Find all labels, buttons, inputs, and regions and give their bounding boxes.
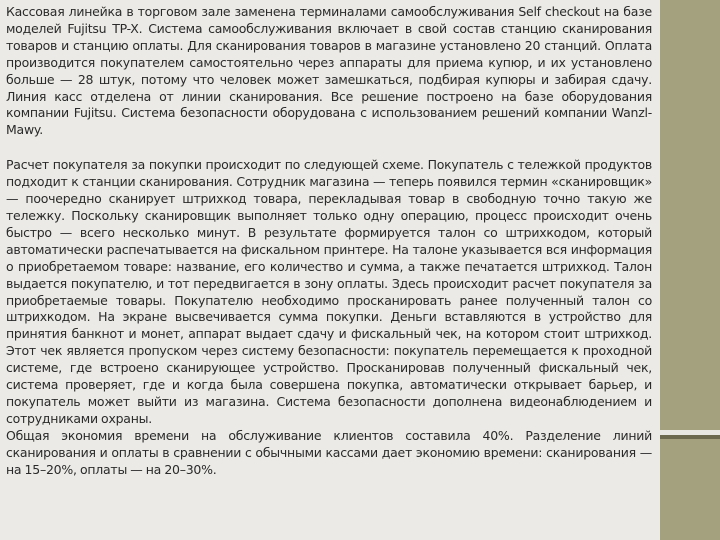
paragraph-payment-process: Расчет покупателя за покупки происходит по следующей схеме. Покупатель с тележкой продуктов подходит к станции сканирования. Сотрудник магазина — теперь появился термин «сканировщик» — поочередно сканирует штрихкод товара, перекладывая товар в свободную точно такую же тележку. Поскольку сканировщик выполняет только одну операцию, процесс происходит очень быстро — всего несколько минут. В результате формируется талон со штрихкодом, который автоматически распечатывается на фискальном принтере. На талоне указывается вся информация о приобретаемом товаре: название, его количество и сумма, а также печатается штрихкод. Талон выдается покупателю, и тот передвигается в зону оплаты. Здесь происходит расчет покупателя за приобретаемые товары. Покупателю необходимо просканировать ранее полученный талон со штрихкодом. На экране высвечивается сумма покупки. Деньги вставляются в устройство для принятия банкнот и монет, аппарат выдает сдачу и фискальный чек, на котором стоит штрихкод. Этот чек является пропуском через систему безопасности: покупатель перемещается к проходной системе, где встроено сканирующее устройство. Просканировав полученный фискальный чек, система проверяет, где и когда была совершена покупка, автоматически открывает барьер, и покупатель может выйти из магазина. Система безопасности дополнена видеонаблюдением и сотрудниками охраны.	[6, 157, 652, 426]
document-text	[6, 4, 652, 478]
sidebar-stripe-dark	[660, 435, 720, 439]
decorative-sidebar	[660, 0, 720, 540]
paragraph-checkout-system: Кассовая линейка в торговом зале заменена терминалами самообслуживания Self checkout на базе моделей Fujitsu TP-X. Система самообслуживания включает в свой состав станцию сканирования товаров и станцию оплаты. Для сканирования товаров в магазине установлено 20 станций. Оплата производится покупателем самостоятельно через аппараты для приема купюр, и их установлено больше — 28 штук, потому что человек может замешкаться, подбирая купюры и забирая сдачу. Линия касс отделена от линии сканирования. Все решение построено на базе оборудования компании Fujitsu. Система безопасности оборудована с использованием решений компании Wanzl-Mawy.	[6, 4, 652, 138]
paragraph-time-savings: Общая экономия времени на обслуживание клиентов составила 40%. Разделение линий сканирования и оплаты в сравнении с обычными кассами дает экономию времени: сканирования — на 15–20%, оплаты — на 20–30%.	[6, 427, 652, 477]
